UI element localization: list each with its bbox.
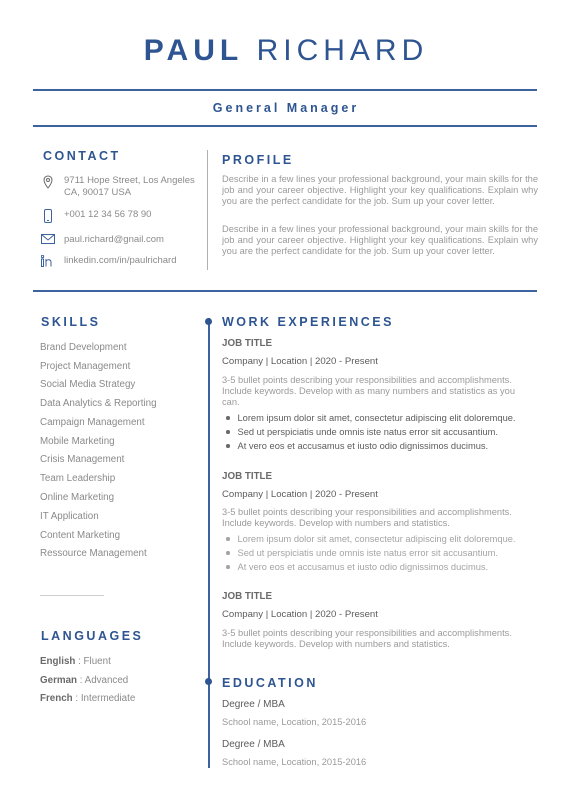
phone-number: +001 12 34 56 78 90 (64, 209, 152, 220)
contact-phone (40, 209, 151, 223)
skill-item: IT Application (40, 511, 99, 522)
skill-item: Social Media Strategy (40, 379, 136, 390)
job-title: JOB TITLE (222, 591, 273, 602)
skills-heading: SKILLS (41, 315, 101, 329)
address-line-2: CA, 90017 USA (64, 187, 132, 198)
job-title-headline: General Manager (212, 101, 360, 115)
job-description: 3-5 bullet points describing your responsibilities and accomplishments. Include keywords. Develop with numbers and statistics. (222, 507, 512, 528)
skill-item: Campaign Management (40, 417, 145, 428)
skill-item: Data Analytics & Reporting (40, 398, 157, 409)
education-degree: Degree / MBA (222, 699, 285, 710)
timeline-line (208, 318, 210, 768)
skill-item: Brand Development (40, 342, 127, 353)
phone-icon (40, 209, 56, 223)
address-line-1: 9711 Hope Street, Los Angeles (64, 175, 195, 186)
timeline-dot-work (205, 318, 212, 325)
skill-item: Content Marketing (40, 530, 121, 541)
language-item: German : Advanced (40, 675, 129, 686)
skill-item: Project Management (40, 361, 131, 372)
education-school: School name, Location, 2015-2016 (222, 757, 367, 767)
language-item: English : Fluent (40, 656, 111, 667)
education-school: School name, Location, 2015-2016 (222, 717, 367, 727)
skill-item: Ressource Management (40, 548, 147, 559)
job-company: Company | Location | 2020 - Present (222, 356, 378, 367)
profile-divider (207, 150, 208, 270)
education-degree: Degree / MBA (222, 739, 285, 750)
job-description: 3-5 bullet points describing your responsibilities and accomplishments. Include keywords. Develop with as many numbers and statistics as you can. (222, 375, 515, 407)
email-address[interactable]: paul.richard@gnail.com (64, 234, 164, 245)
language-item: French : Intermediate (40, 693, 136, 704)
skill-item: Crisis Management (40, 454, 125, 465)
skills-divider (40, 595, 104, 596)
linkedin-icon (40, 255, 56, 267)
job-bullet: Lorem ipsum dolor sit amet, consectetur adipiscing elit doloremque. (222, 534, 516, 544)
job-bullet: Lorem ipsum dolor sit amet, consectetur adipiscing elit doloremque. (222, 413, 516, 423)
work-heading: WORK EXPERIENCES (222, 315, 394, 329)
section-rule (33, 290, 537, 292)
skill-item: Team Leadership (40, 473, 116, 484)
contact-heading: CONTACT (43, 149, 121, 163)
timeline-dot-education (205, 678, 212, 685)
skill-item: Mobile Marketing (40, 436, 115, 447)
job-bullet: At vero eos et accusamus et iusto odio dignissimos ducimus. (222, 441, 488, 451)
profile-paragraph-1: Describe in a few lines your professional background, your main skills for the job and your career objective. Highlight your key qualifications. Explain why you are the perfect candidate for the job. Sum up your cover letter. (222, 174, 538, 206)
last-name: RICHARD (256, 34, 429, 67)
location-pin-icon (40, 175, 56, 189)
profile-paragraph-2: Describe in a few lines your professional background, your main skills for the job and your career objective. Highlight your key qualifications. Explain why you are the perfect candidate for the job. Sum up your cover letter. (222, 224, 538, 256)
job-bullet: At vero eos et accusamus et iusto odio dignissimos ducimus. (222, 562, 488, 572)
job-company: Company | Location | 2020 - Present (222, 489, 378, 500)
header-top-rule (33, 89, 537, 91)
job-company: Company | Location | 2020 - Present (222, 609, 378, 620)
skill-item: Online Marketing (40, 492, 115, 503)
resume-name (0, 34, 572, 68)
first-name: PAUL (143, 34, 244, 67)
envelope-icon (40, 234, 56, 244)
contact-linkedin (40, 255, 176, 267)
job-title: JOB TITLE (222, 338, 273, 349)
education-heading: EDUCATION (222, 676, 318, 690)
job-bullet: Sed ut perspiciatis unde omnis iste natus error sit accusantium. (222, 427, 498, 437)
profile-heading: PROFILE (222, 153, 294, 167)
contact-address (40, 175, 195, 199)
contact-email (40, 234, 164, 246)
header-bottom-rule (33, 125, 537, 127)
linkedin-url[interactable]: linkedin.com/in/paulrichard (64, 255, 177, 266)
job-title: JOB TITLE (222, 471, 273, 482)
languages-heading: LANGUAGES (41, 629, 144, 643)
job-bullet: Sed ut perspiciatis unde omnis iste natus error sit accusantium. (222, 548, 498, 558)
job-description: 3-5 bullet points describing your responsibilities and accomplishments. Include keywords. Develop with numbers and statistics. (222, 628, 512, 649)
